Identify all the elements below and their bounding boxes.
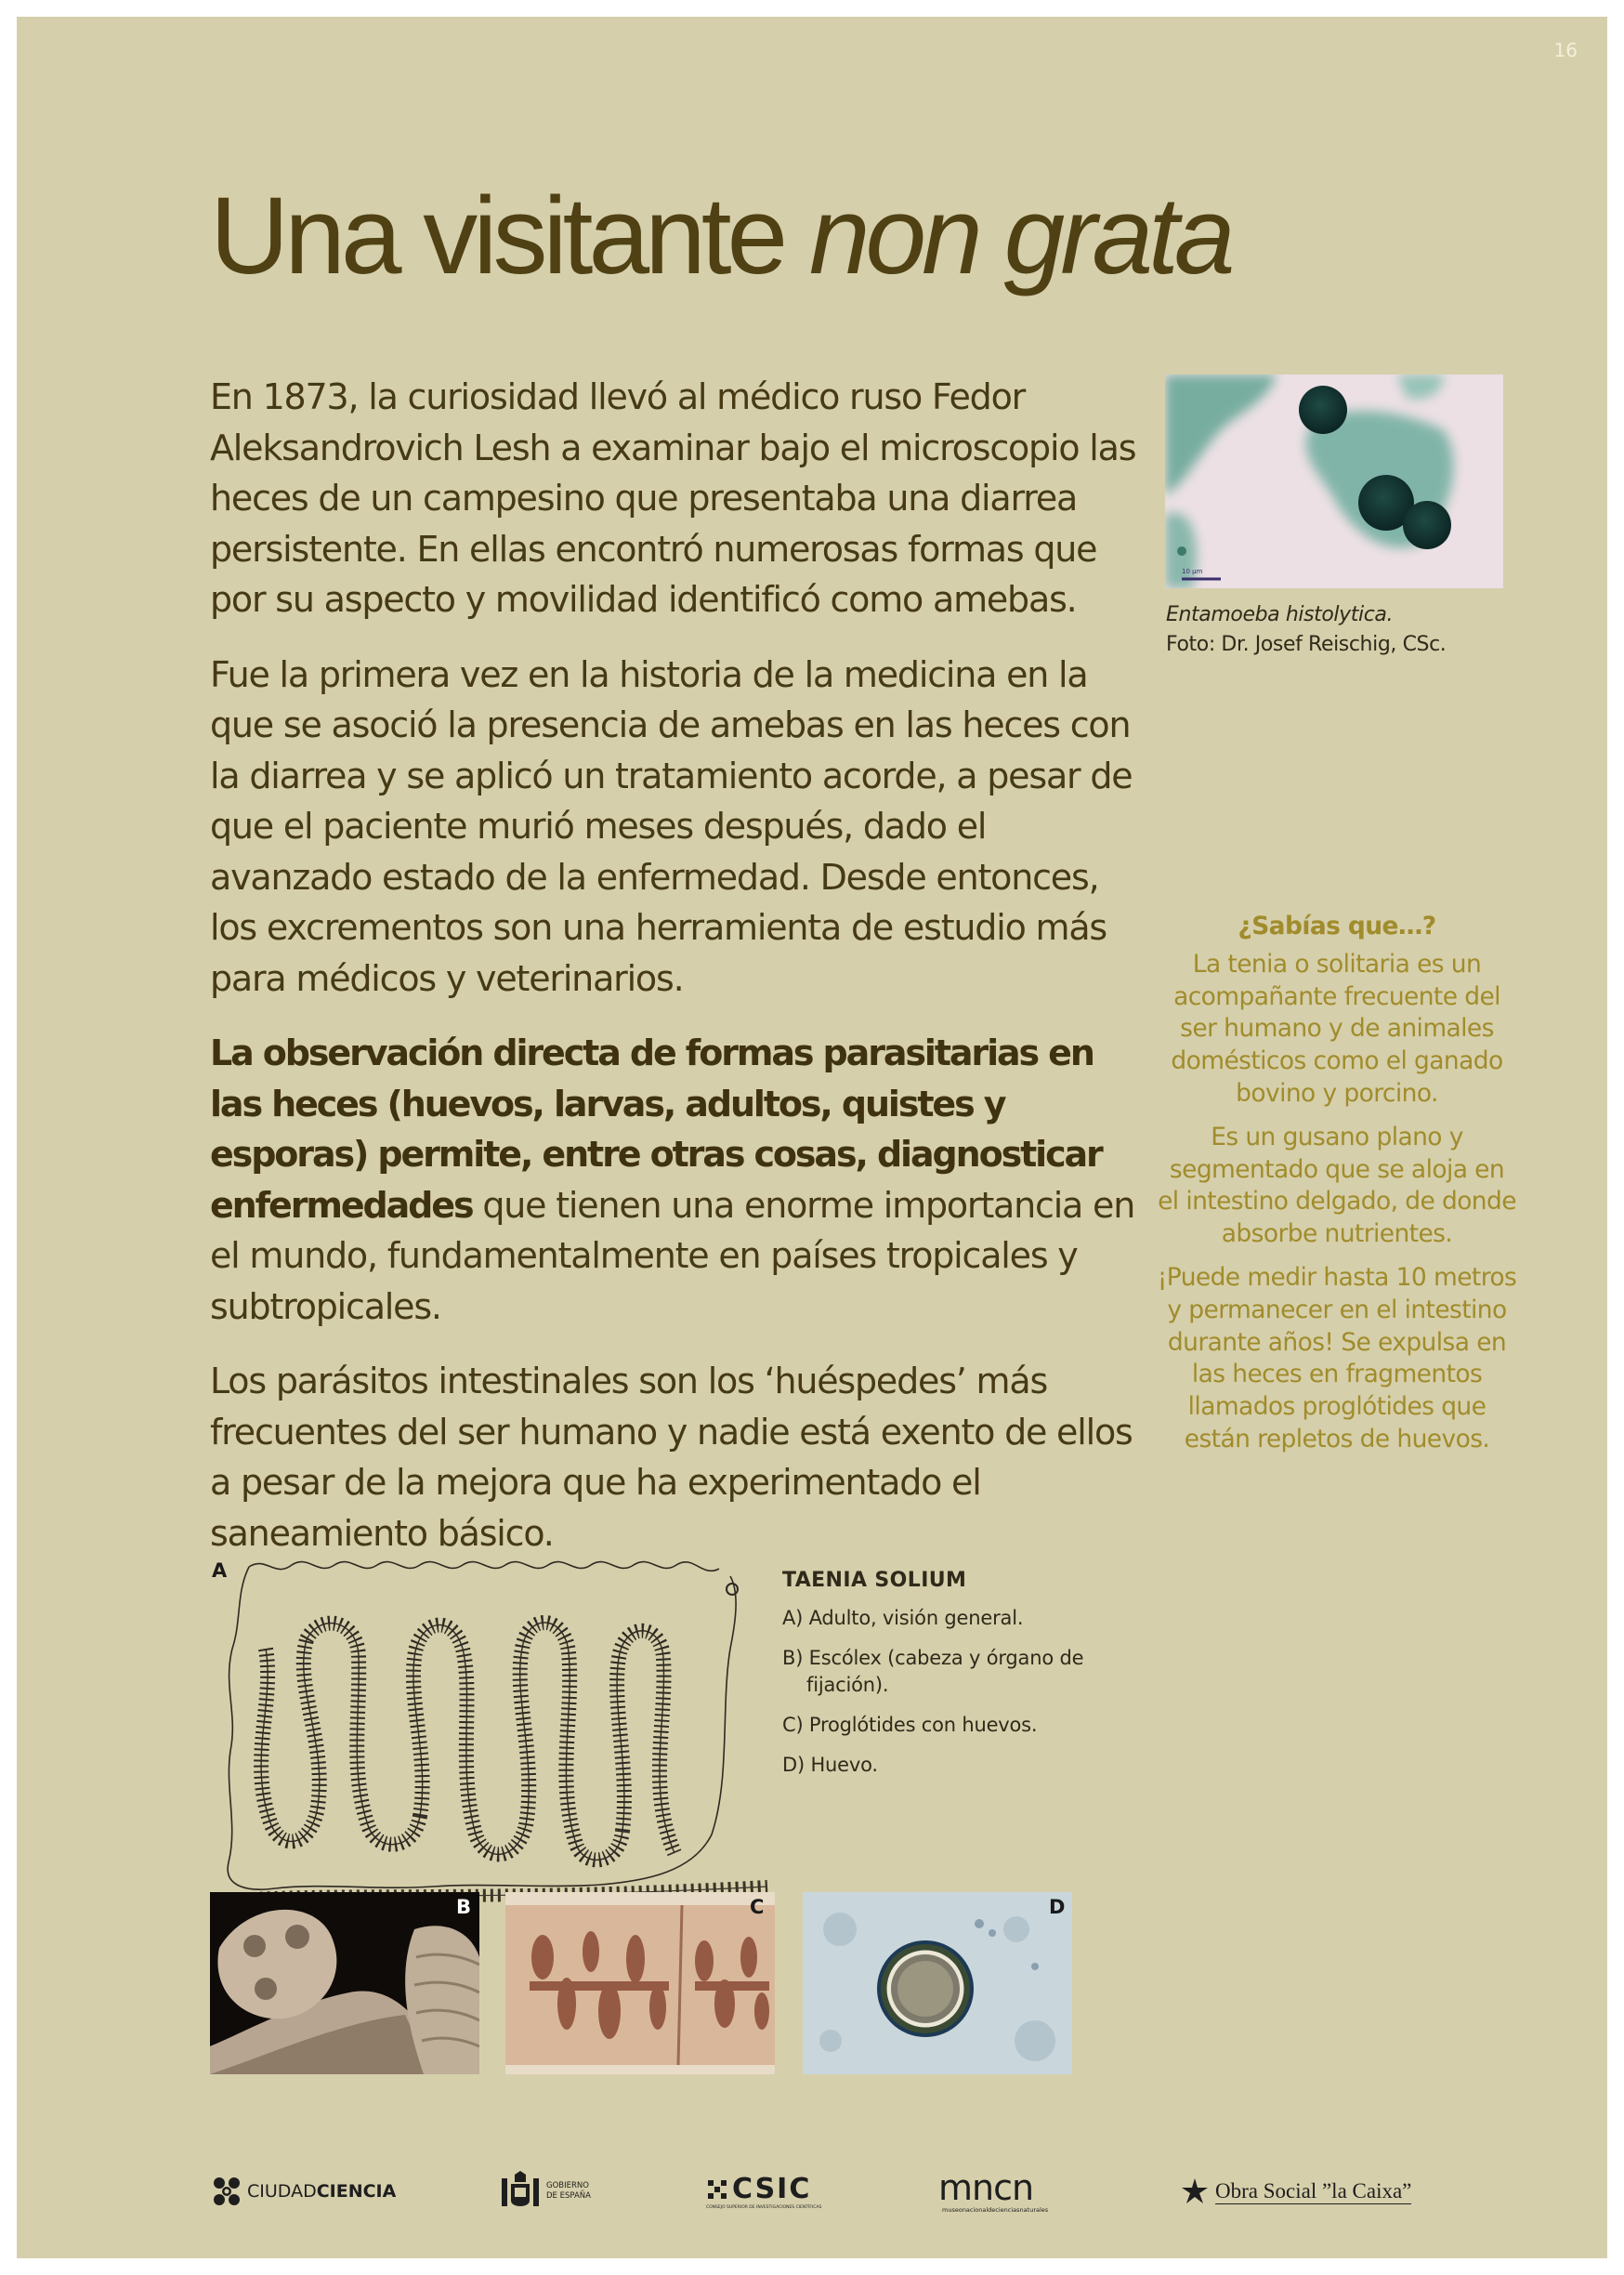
figure-letter-b: B xyxy=(456,1896,472,1918)
csic-emblem-icon xyxy=(706,2178,728,2201)
paragraph-3-bold: La observación directa de formas parasitarias en las heces (huevos, larvas, adultos, quistes y esporas) permite, entre otras cosas, diagnosticar enfermedades xyxy=(210,1032,1102,1226)
mncn-text: mncn xyxy=(938,2167,1034,2208)
ciudadciencia-logo xyxy=(210,2165,405,2217)
paragraph-1: En 1873, la curiosidad llevó al médico ruso Fedor Aleksandrovich Lesh a examinar bajo el microscopio las heces de un campesino que presentaba una diarrea persistente. En ellas encontró numerosas formas que por su aspecto y movilidad identificó como amebas. xyxy=(210,376,1136,620)
csic-logo xyxy=(706,2165,845,2217)
mncn-logo xyxy=(938,2165,1078,2217)
gobierno-logo xyxy=(500,2165,630,2217)
taenia-item-d: D) Huevo. xyxy=(782,1754,878,1776)
sponsor-logos xyxy=(17,2165,1607,2221)
did-you-know-p3: ¡Puede medir hasta 10 metros y permanecer en el intestino durante años! Se expulsa en las heces en fragmentos llamados proglótides que están repletos de huevos. xyxy=(1157,1262,1517,1453)
taenia-item-b: B) Escólex (cabeza y órgano de fijación). xyxy=(782,1647,1084,1696)
ciudadciencia-logo-icon xyxy=(210,2175,243,2208)
gobierno-text xyxy=(546,2181,591,2202)
taenia-legend xyxy=(782,1567,1117,1792)
main-text xyxy=(210,372,1139,1583)
title-italic: non grata xyxy=(808,175,1231,297)
figure-letter-d: D xyxy=(1049,1896,1066,1918)
paragraph-3 xyxy=(210,1028,1139,1332)
ciencia-text: CIENCIA xyxy=(316,2181,397,2202)
egg-photo xyxy=(803,1892,1072,2074)
caption-species: Entamoeba histolytica. xyxy=(1166,603,1394,626)
did-you-know-p2: Es un gusano plano y segmentado que se aloja en el intestino delgado, de donde absorbe nutrientes. xyxy=(1158,1122,1516,1249)
page-number: 16 xyxy=(1553,39,1578,61)
taenia-item-c: C) Proglótides con huevos. xyxy=(782,1714,1038,1736)
csic-subtitle: CONSEJO SUPERIOR DE INVESTIGACIONES CIENTÍFICAS xyxy=(706,2205,822,2210)
paragraph-3-rest: que tienen una enorme importancia en el mundo, fundamentalmente en países tropicales y subtropicales. xyxy=(210,1184,1135,1327)
entamoeba-photo xyxy=(1165,375,1503,588)
scolex-photo xyxy=(210,1892,479,2074)
ciudad-text: CIUDAD xyxy=(247,2181,317,2202)
title-regular: Una visitante xyxy=(210,175,809,297)
poster-page xyxy=(17,17,1607,2258)
lacaixa-logo xyxy=(1180,2165,1421,2217)
scale-bar-label: 10 µm xyxy=(1182,568,1203,575)
photo-caption xyxy=(1166,600,1446,660)
page-title xyxy=(210,177,1231,297)
did-you-know-heading: ¿Sabías que…? xyxy=(1238,912,1436,940)
figure-letter-a: A xyxy=(212,1559,228,1582)
tapeworm-illustration xyxy=(210,1556,775,1913)
taenia-item-a: A) Adulto, visión general. xyxy=(782,1607,1024,1629)
gobierno-line-2: DE ESPAÑA xyxy=(546,2191,591,2201)
star-icon xyxy=(1180,2176,1210,2206)
caption-credit: Foto: Dr. Josef Reischig, CSc. xyxy=(1166,633,1447,656)
coat-of-arms-icon xyxy=(500,2169,541,2214)
lacaixa-text: Obra Social ”la Caixa” xyxy=(1215,2178,1412,2203)
did-you-know-box xyxy=(1156,911,1518,1467)
figure-letter-c: C xyxy=(750,1896,765,1918)
csic-text: CSIC xyxy=(732,2173,812,2205)
paragraph-4: Los parásitos intestinales son los ‘huéspedes’ más frecuentes del ser humano y nadie está exento de ellos a pesar de la mejora que ha experimentado el saneamiento básico. xyxy=(210,1361,1133,1554)
did-you-know-p1: La tenia o solitaria es un acompañante frecuente del ser humano y de animales domésticos como el ganado bovino y porcino. xyxy=(1171,949,1503,1108)
paragraph-2: Fue la primera vez en la historia de la medicina en la que se asoció la presencia de amebas en las heces con la diarrea y se aplicó un tratamiento acorde, a pesar de que el paciente murió meses después, dado el avanzado estado de la enfermedad. Desde entonces, los excrementos son una herramienta de estudio más para médicos y veterinarios. xyxy=(210,653,1133,999)
mncn-subtitle: museonacionaldecienciasnaturales xyxy=(942,2206,1049,2214)
taenia-title: TAENIA SOLIUM xyxy=(782,1569,967,1592)
gobierno-line-1: GOBIERNO xyxy=(546,2181,589,2190)
proglottids-photo xyxy=(505,1892,775,2074)
